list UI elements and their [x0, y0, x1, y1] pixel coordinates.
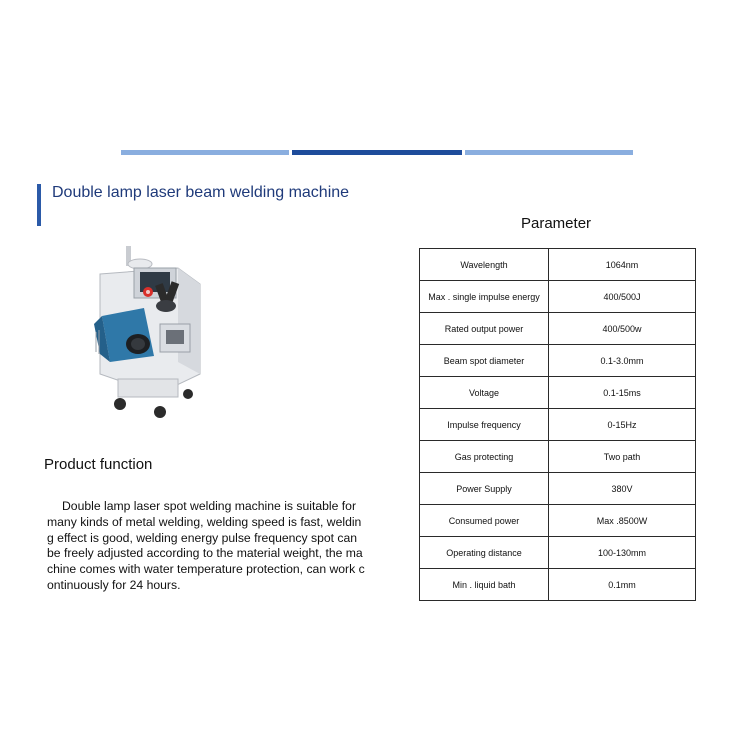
param-name: Beam spot diameter	[420, 345, 549, 377]
decor-bar-left	[121, 150, 289, 155]
param-value: Max .8500W	[549, 505, 696, 537]
page-title: Double lamp laser beam welding machine	[52, 184, 350, 201]
table-row	[420, 569, 696, 601]
product-function-heading: Product function	[44, 456, 153, 473]
param-value: 0-15Hz	[549, 409, 696, 441]
param-name: Max . single impulse energy	[420, 281, 549, 313]
parameter-heading: Parameter	[521, 215, 592, 232]
table-row	[420, 249, 696, 281]
table-row	[420, 473, 696, 505]
table-row	[420, 345, 696, 377]
param-name: Operating distance	[420, 537, 549, 569]
param-value: 1064nm	[549, 249, 696, 281]
param-value: 0.1mm	[549, 569, 696, 601]
param-name: Power Supply	[420, 473, 549, 505]
parameter-table	[419, 248, 696, 601]
decor-bar-middle	[292, 150, 462, 155]
param-name: Consumed power	[420, 505, 549, 537]
param-value: 0.1-3.0mm	[549, 345, 696, 377]
welding-machine-image	[88, 244, 208, 419]
table-row	[420, 313, 696, 345]
param-value: 100-130mm	[549, 537, 696, 569]
param-value: 400/500J	[549, 281, 696, 313]
product-description: Double lamp laser spot welding machine is suitable for many kinds of metal welding, welding speed is fast, welding effect is good, welding energy pulse frequency spot can be freely adjusted according to the material weight, the machine comes with water temperature protection, can work continuously for 24 hours.	[47, 499, 365, 592]
param-name: Rated output power	[420, 313, 549, 345]
param-name: Voltage	[420, 377, 549, 409]
table-row	[420, 377, 696, 409]
param-value: Two path	[549, 441, 696, 473]
param-value: 0.1-15ms	[549, 377, 696, 409]
param-value: 380V	[549, 473, 696, 505]
table-row	[420, 441, 696, 473]
param-name: Min . liquid bath	[420, 569, 549, 601]
decor-bar-right	[465, 150, 633, 155]
param-name: Wavelength	[420, 249, 549, 281]
table-row	[420, 505, 696, 537]
param-name: Gas protecting	[420, 441, 549, 473]
table-row	[420, 409, 696, 441]
table-row	[420, 281, 696, 313]
param-value: 400/500w	[549, 313, 696, 345]
title-accent-bar	[37, 184, 41, 226]
table-row	[420, 537, 696, 569]
param-name: Impulse frequency	[420, 409, 549, 441]
